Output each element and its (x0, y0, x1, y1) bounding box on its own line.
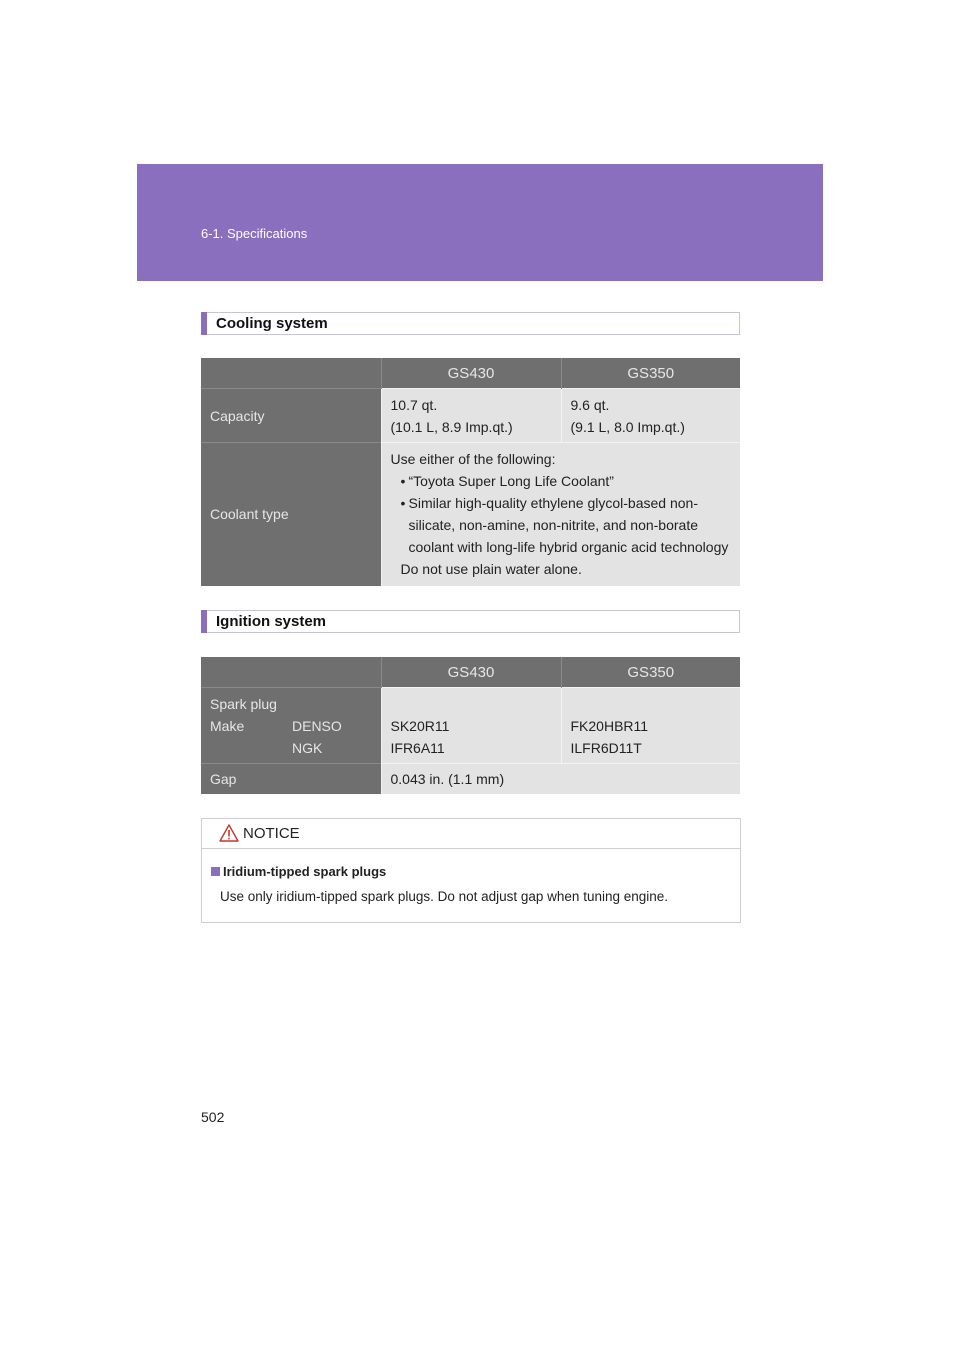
capacity-gs350-metric: (9.1 L, 8.0 Imp.qt.) (570, 418, 685, 435)
gs350-denso-value: FK20HBR11 (570, 717, 649, 734)
ignition-table (201, 657, 740, 794)
gap-label: Gap (201, 764, 381, 794)
spark-plug-label-cell (201, 688, 381, 764)
capacity-gs350-qt: 9.6 qt. (570, 396, 610, 413)
square-bullet-icon (211, 867, 220, 876)
cooling-title-text: Cooling system (216, 315, 328, 332)
capacity-gs350 (561, 389, 740, 443)
coolant-row (201, 443, 740, 586)
cooling-col-blank (201, 358, 381, 389)
notice-body: Use only iridium-tipped spark plugs. Do not adjust gap when tuning engine. (220, 889, 669, 904)
coolant-intro: Use either of the following: (390, 451, 556, 468)
capacity-gs430-qt: 10.7 qt. (390, 396, 438, 413)
ignition-col-blank (201, 657, 381, 688)
spark-plug-label: Spark plug (210, 695, 277, 712)
coolant-item: • “Toyota Super Long Life Coolant” (391, 470, 739, 492)
notice-subtitle-line (211, 864, 386, 879)
notice-subtitle: Iridium-tipped spark plugs (223, 864, 387, 879)
section-label: 6-1. Specifications (201, 226, 308, 241)
gs430-ngk-value: IFR6A11 (390, 739, 445, 756)
cooling-col-gs350: GS350 (561, 358, 740, 389)
coolant-note: Do not use plain water alone. (400, 561, 582, 578)
gs350-ngk-value: ILFR6D11T (570, 739, 642, 756)
coolant-label: Coolant type (201, 443, 381, 586)
gap-row (201, 764, 740, 794)
warning-triangle-icon (219, 824, 239, 847)
gs430-denso-value: SK20R11 (390, 717, 450, 734)
capacity-gs430-metric: (10.1 L, 8.9 Imp.qt.) (390, 418, 513, 435)
capacity-label: Capacity (201, 389, 381, 443)
spark-gs350 (561, 688, 740, 764)
ignition-title-text: Ignition system (216, 613, 327, 630)
notice-box (201, 818, 741, 923)
denso-label: DENSO (292, 717, 342, 734)
page-number: 502 (201, 1109, 225, 1125)
gap-value: 0.043 in. (1.1 mm) (381, 764, 740, 794)
ignition-col-gs430: GS430 (381, 657, 561, 688)
title-accent-bar (201, 610, 207, 633)
title-accent-bar (201, 312, 207, 335)
make-label: Make (210, 717, 245, 734)
spark-gs430 (381, 688, 561, 764)
ignition-section-title (201, 610, 740, 633)
notice-header (202, 819, 740, 849)
coolant-item: • Similar high-quality ethylene glycol-based non-silicate, non-amine, non-nitrite, and non-borate coolant with long-life hybrid organic acid technology (391, 492, 739, 558)
cooling-section-title (201, 312, 740, 335)
spark-plug-row (201, 688, 740, 764)
capacity-row (201, 389, 740, 443)
coolant-value (381, 443, 740, 586)
header-band (137, 164, 823, 281)
make-denso-line (210, 715, 381, 737)
notice-label: NOTICE (243, 825, 300, 842)
cooling-table (201, 358, 740, 586)
ngk-label: NGK (292, 739, 323, 756)
cooling-col-gs430: GS430 (381, 358, 561, 389)
ignition-col-gs350: GS350 (561, 657, 740, 688)
capacity-gs430 (381, 389, 561, 443)
coolant-list (391, 470, 739, 558)
